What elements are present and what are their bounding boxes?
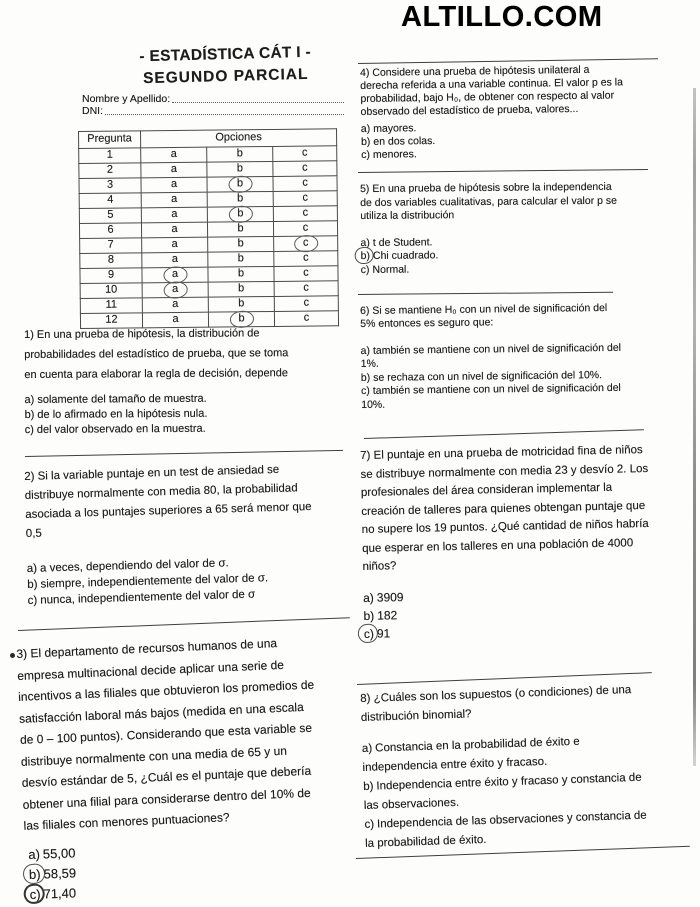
question-number-cell: 2 xyxy=(79,163,141,179)
option-cell: a xyxy=(142,312,208,328)
option-text: 71,40 xyxy=(43,885,77,902)
option-cell: b xyxy=(207,221,273,237)
question-number-cell: 11 xyxy=(80,298,142,314)
option-cell: a xyxy=(141,147,207,163)
option-text: 91 xyxy=(376,625,391,641)
option-text: del valor observado en la muestra. xyxy=(36,422,206,436)
question-1-option-c xyxy=(25,420,353,437)
option-letter: c) xyxy=(29,886,41,902)
question-number-cell: 9 xyxy=(80,268,142,284)
question-5 xyxy=(360,180,663,277)
option-letter: b) xyxy=(363,780,374,793)
option-text: solamente del tamaño de muestra. xyxy=(37,392,207,406)
question-8 xyxy=(360,679,683,853)
option-letter: b) xyxy=(28,866,41,882)
option-cell: b xyxy=(208,266,274,282)
option-cell: c xyxy=(273,221,337,237)
option-letter: a) xyxy=(360,122,371,135)
question-1-options xyxy=(24,391,352,438)
answer-table xyxy=(78,128,339,329)
option-letter: a) xyxy=(360,236,370,249)
question-number-cell: 10 xyxy=(80,283,142,299)
option-cell: c xyxy=(274,281,338,297)
option-cell: a xyxy=(142,297,208,313)
scan-edge-line xyxy=(693,88,696,766)
question-5-options xyxy=(360,234,662,277)
answer-table-header-pregunta: Pregunta xyxy=(79,131,141,149)
question-3-options xyxy=(28,839,210,905)
option-cell: a xyxy=(141,222,207,238)
question-number-cell: 4 xyxy=(79,193,141,209)
option-letter: c) xyxy=(361,148,371,161)
option-cell: b xyxy=(207,191,273,207)
option-letter: a) xyxy=(28,846,41,862)
question-6-option-c xyxy=(361,381,667,412)
option-text: t de Student. xyxy=(372,235,433,249)
option-text: se rechaza con un nivel de significación del 10%. xyxy=(373,368,603,384)
option-cell: b xyxy=(208,296,274,312)
question-number-cell: 8 xyxy=(80,253,142,269)
exam-title-line1: - ESTADÍSTICA CÁT I - xyxy=(139,43,312,66)
separator-line xyxy=(364,429,644,439)
question-6-option-a xyxy=(360,341,666,372)
option-text: Independencia entre éxito y fracaso y constancia de las observaciones. xyxy=(363,771,642,812)
option-cell: c xyxy=(273,206,337,222)
option-cell: a xyxy=(141,177,207,193)
option-letter: a) xyxy=(363,590,374,605)
option-letter: c) xyxy=(360,385,370,398)
answer-table-body xyxy=(79,146,339,329)
site-header: ALTILLO.COM xyxy=(401,1,603,33)
option-cell: a xyxy=(142,237,208,253)
option-letter: b) xyxy=(24,408,35,421)
question-number-cell: 5 xyxy=(79,208,141,224)
question-number-cell: 7 xyxy=(80,238,142,254)
option-letter: b) xyxy=(27,578,38,591)
option-cell: b xyxy=(207,146,273,162)
option-cell: a xyxy=(141,192,207,208)
name-field-row xyxy=(82,93,344,105)
question-2 xyxy=(24,459,362,609)
question-4 xyxy=(360,63,663,162)
option-text: también se mantiene con un nivel de significación del 10%. xyxy=(361,382,621,411)
option-cell: c xyxy=(273,191,337,207)
separator-line xyxy=(358,292,613,295)
separator-line xyxy=(358,169,648,173)
question-3-text: 3) El departamento de recursos humanos de una empresa multinacional decide aplicar una serie de incentivos a las filiales que obtuvieron los promedios de satisfacción laboral más bajos (medida en una escala de 0 – 100 puntos). Considerando que esta variable se distribuye normalmente con una media de 65 y un desvío estándar de 5, ¿Cuál es el puntaje que debería obtener una filial para considerarse dentro del 10% de las filiales con menores puntuaciones? xyxy=(16,636,315,833)
separator-line xyxy=(25,450,343,457)
option-cell: c xyxy=(274,251,338,267)
option-cell: c xyxy=(273,161,337,177)
option-text: Constancia en la probabilidad de éxito e independencia entre éxito y fracaso. xyxy=(362,735,580,774)
question-4-text: 4) Considere una prueba de hipótesis unilateral a derecha referida a una variable continua. El valor p es la probabilidad, bajo H₀, de obtener con respecto al valor observado del estadístico de prueba, valores... xyxy=(360,63,623,118)
option-cell: b xyxy=(208,311,274,327)
option-letter: b) xyxy=(360,135,371,148)
name-label: Nombre y Apellido: xyxy=(82,93,171,105)
option-letter: a) xyxy=(24,393,35,406)
option-cell: c xyxy=(273,146,337,162)
question-number-cell: 1 xyxy=(79,148,141,164)
option-cell: c xyxy=(274,311,338,327)
question-number-cell: 6 xyxy=(79,223,141,239)
option-cell: b xyxy=(208,236,274,252)
question-5-option-c xyxy=(361,261,663,277)
option-text: 3909 xyxy=(376,589,404,605)
option-letter: a) xyxy=(26,562,38,575)
question-7-options xyxy=(363,582,666,642)
exam-title xyxy=(108,43,344,89)
question-8-text: 8) ¿Cuáles son los supuestos (o condiciones) de una distribución binomial? xyxy=(360,684,632,724)
question-7 xyxy=(360,441,666,643)
option-letter: b) xyxy=(360,371,371,384)
option-cell: b xyxy=(208,281,274,297)
bullet-mark xyxy=(10,653,15,658)
option-text: siempre, independientemente del valor de σ. xyxy=(40,572,269,591)
question-6-text: 6) Si se mantiene H₀ con un nivel de significación del 5% entonces es seguro que: xyxy=(360,301,608,330)
exam-title-line2: SEGUNDO PARCIAL xyxy=(142,65,309,88)
separator-line xyxy=(18,617,350,631)
option-letter: a) xyxy=(361,742,373,755)
question-number-cell: 3 xyxy=(79,178,141,194)
question-3 xyxy=(16,630,368,838)
name-blank-line xyxy=(172,102,344,103)
option-text: a veces, dependiendo del valor de σ. xyxy=(39,557,229,575)
option-text: menores. xyxy=(372,148,417,161)
option-text: también se mantiene con un nivel de significación del 1%. xyxy=(360,341,622,371)
answer-table-header-opciones: Opciones xyxy=(141,129,337,148)
option-cell: a xyxy=(142,282,208,298)
option-text: mayores. xyxy=(373,122,417,135)
dni-label: DNI: xyxy=(82,105,103,117)
option-letter: b) xyxy=(360,249,371,262)
question-2-text: 2) Si la variable puntaje en un test de ansiedad se distribuye normalmente con media 80, la probabilidad asociada a los puntajes superiores a 65 será menor que 0,5 xyxy=(24,463,312,540)
option-text: Normal. xyxy=(372,263,410,276)
option-cell: c xyxy=(273,176,337,192)
option-cell: b xyxy=(207,206,273,222)
option-cell: c xyxy=(274,296,338,312)
option-cell: c xyxy=(274,236,338,252)
question-8-options xyxy=(362,729,684,853)
question-6 xyxy=(360,301,667,412)
option-text: 58,59 xyxy=(43,865,77,882)
option-text: Chi cuadrado. xyxy=(372,249,439,262)
option-letter: c) xyxy=(363,626,375,641)
option-letter: b) xyxy=(363,608,375,623)
option-cell: b xyxy=(208,251,274,267)
question-6-options xyxy=(360,341,667,412)
option-letter: c) xyxy=(24,423,34,436)
dni-field-row xyxy=(82,105,344,117)
option-cell: b xyxy=(207,176,273,192)
option-cell: a xyxy=(142,267,208,283)
dni-blank-line xyxy=(105,114,344,115)
option-text: nunca, independientemente del valor de σ xyxy=(40,588,256,607)
question-5-text: 5) En una prueba de hipótesis sobre la independencia de dos variables cualitativas, para calcular el valor p se utiliza la distribución xyxy=(360,180,618,222)
option-text: de lo afirmado en la hipótesis nula. xyxy=(37,407,208,421)
question-1-text: 1) En una prueba de hipótesis, la distribución de probabilidades del estadístico de prueba, que se toma en cuenta para elaborar la regla de decisión, depende xyxy=(24,327,289,381)
question-7-text: 7) El puntaje en una prueba de motricidad fina de niños se distribuye normalmente con media 23 y desvío 2. Los profesionales del área consideran implementar la creación de talleres para quienes obtengan puntaje que no supere los 19 puntos. ¿Qué cantidad de niños habría que esperar en los talleres en una población de 4000 niños? xyxy=(360,444,649,573)
option-text: Independencia de las observaciones y constancia de la probabilidad de éxito. xyxy=(364,809,647,850)
option-text: en dos colas. xyxy=(373,134,436,148)
option-text: 55,00 xyxy=(42,845,76,862)
option-letter: c) xyxy=(27,594,38,607)
option-cell: a xyxy=(141,207,207,223)
option-cell: c xyxy=(274,266,338,282)
option-letter: a) xyxy=(360,344,370,357)
table-row xyxy=(80,236,338,254)
student-fields xyxy=(82,93,344,117)
question-1 xyxy=(24,323,353,438)
option-letter: c) xyxy=(364,818,375,831)
option-letter: c) xyxy=(360,263,370,276)
question-number-cell: 12 xyxy=(80,313,142,329)
option-text: 182 xyxy=(377,607,398,623)
option-cell: a xyxy=(142,252,208,268)
question-4-options xyxy=(361,119,664,162)
option-cell: b xyxy=(207,161,273,177)
question-2-options xyxy=(27,552,362,609)
option-cell: a xyxy=(141,162,207,178)
